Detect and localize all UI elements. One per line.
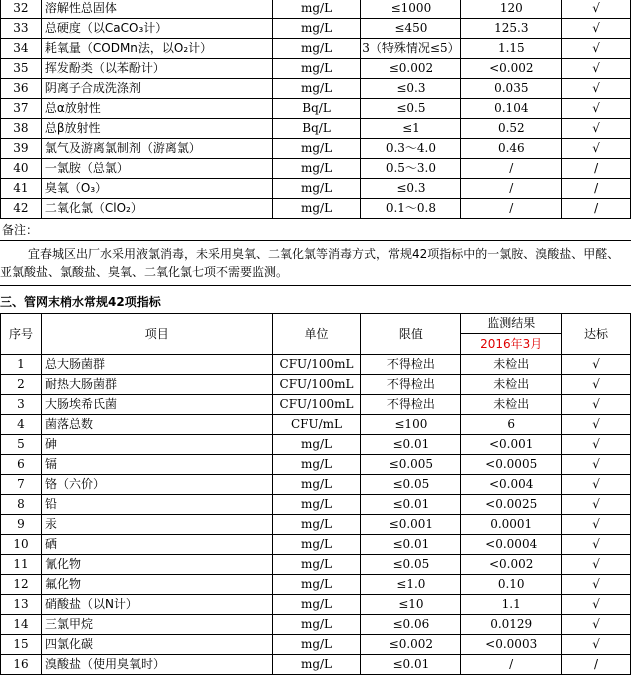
row-limit: 0.1～0.8: [361, 199, 461, 219]
row-number: 15: [1, 635, 42, 655]
row-number: 39: [1, 139, 42, 159]
row-item: 镉: [41, 455, 272, 475]
row-limit: 不得检出: [361, 355, 461, 375]
lower-table-body: [1, 355, 631, 675]
notes-block: [0, 220, 631, 286]
row-item: 总β放射性: [41, 119, 272, 139]
row-compliance: √: [562, 375, 631, 395]
row-compliance: √: [562, 515, 631, 535]
row-unit: mg/L: [272, 19, 361, 39]
row-result: 0.46: [461, 139, 562, 159]
header-result: 监测结果: [461, 314, 561, 334]
row-unit: mg/L: [272, 179, 361, 199]
row-number: 7: [1, 475, 42, 495]
header-unit: 单位: [272, 314, 361, 355]
row-result: <0.0003: [461, 635, 562, 655]
row-item: 二氧化氯（ClO₂）: [41, 199, 272, 219]
row-limit: ≤0.002: [361, 635, 461, 655]
row-compliance: √: [562, 435, 631, 455]
table-row: [1, 515, 631, 535]
row-number: 10: [1, 535, 42, 555]
row-result: 1.15: [461, 39, 562, 59]
row-item: 耗氧量（CODMn法，以O₂计）: [41, 39, 272, 59]
row-number: 14: [1, 615, 42, 635]
table-row: [1, 179, 631, 199]
row-compliance: √: [562, 19, 631, 39]
table-row: [1, 495, 631, 515]
row-result: 125.3: [461, 19, 562, 39]
row-result: 0.10: [461, 575, 562, 595]
row-item: 铅: [41, 495, 272, 515]
row-unit: mg/L: [272, 39, 361, 59]
table-row: [1, 635, 631, 655]
row-item: 一氯胺（总氯）: [41, 159, 272, 179]
row-number: 13: [1, 595, 42, 615]
notes-label: 备注：: [0, 220, 631, 241]
row-item: 菌落总数: [41, 415, 272, 435]
row-item: 大肠埃希氏菌: [41, 395, 272, 415]
row-number: 12: [1, 575, 42, 595]
row-compliance: √: [562, 119, 631, 139]
row-limit: 3（特殊情况≤5）: [361, 39, 461, 59]
row-result: 120: [461, 0, 562, 19]
row-compliance: √: [562, 99, 631, 119]
table-row: [1, 595, 631, 615]
row-unit: mg/L: [272, 615, 361, 635]
table-row: [1, 375, 631, 395]
row-compliance: √: [562, 79, 631, 99]
table-row: [1, 575, 631, 595]
table-row: [1, 199, 631, 219]
row-item: 砷: [41, 435, 272, 455]
table-row: [1, 415, 631, 435]
row-number: 34: [1, 39, 42, 59]
header-ok: 达标: [562, 314, 631, 355]
row-number: 9: [1, 515, 42, 535]
row-result: 0.104: [461, 99, 562, 119]
row-unit: CFU/mL: [272, 415, 361, 435]
row-limit: ≤0.01: [361, 495, 461, 515]
row-limit: ≤1: [361, 119, 461, 139]
row-unit: CFU/100mL: [272, 355, 361, 375]
row-number: 32: [1, 0, 42, 19]
row-item: 氯气及游离氯制剂（游离氯）: [41, 139, 272, 159]
row-limit: ≤1.0: [361, 575, 461, 595]
row-item: 铬（六价）: [41, 475, 272, 495]
row-unit: mg/L: [272, 0, 361, 19]
row-compliance: √: [562, 39, 631, 59]
row-compliance: √: [562, 615, 631, 635]
row-compliance: √: [562, 415, 631, 435]
row-limit: ≤0.01: [361, 435, 461, 455]
row-unit: mg/L: [272, 495, 361, 515]
row-item: 挥发酚类（以苯酚计）: [41, 59, 272, 79]
row-compliance: /: [562, 159, 631, 179]
row-unit: mg/L: [272, 635, 361, 655]
table-row: [1, 159, 631, 179]
row-result: <0.002: [461, 59, 562, 79]
table-row: [1, 119, 631, 139]
row-unit: mg/L: [272, 455, 361, 475]
row-result: <0.0025: [461, 495, 562, 515]
row-number: 33: [1, 19, 42, 39]
row-number: 2: [1, 375, 42, 395]
row-compliance: √: [562, 495, 631, 515]
row-result: /: [461, 159, 562, 179]
row-unit: CFU/100mL: [272, 395, 361, 415]
row-result: 0.035: [461, 79, 562, 99]
row-limit: ≤0.3: [361, 179, 461, 199]
row-item: 总硬度（以CaCO₃计）: [41, 19, 272, 39]
row-unit: mg/L: [272, 515, 361, 535]
table-row: [1, 655, 631, 675]
table-row: [1, 615, 631, 635]
row-item: 氰化物: [41, 555, 272, 575]
row-item: 溴酸盐（使用臭氧时）: [41, 655, 272, 675]
row-limit: ≤450: [361, 19, 461, 39]
table-row: [1, 475, 631, 495]
header-result-date: 2016年3月: [480, 337, 543, 351]
row-result: 0.52: [461, 119, 562, 139]
row-limit: 0.3～4.0: [361, 139, 461, 159]
row-unit: mg/L: [272, 575, 361, 595]
row-number: 1: [1, 355, 42, 375]
row-compliance: √: [562, 355, 631, 375]
row-item: 阴离子合成洗涤剂: [41, 79, 272, 99]
row-number: 38: [1, 119, 42, 139]
header-item: 项目: [41, 314, 272, 355]
upper-table-body: [1, 0, 631, 219]
row-compliance: /: [562, 179, 631, 199]
row-item: 硝酸盐（以N计）: [41, 595, 272, 615]
row-result: /: [461, 199, 562, 219]
row-number: 16: [1, 655, 42, 675]
row-compliance: √: [562, 475, 631, 495]
row-result: 0.0129: [461, 615, 562, 635]
row-compliance: √: [562, 555, 631, 575]
table-row: [1, 139, 631, 159]
header-result-cell: [461, 314, 562, 355]
row-result: <0.004: [461, 475, 562, 495]
row-unit: mg/L: [272, 79, 361, 99]
lower-table: [0, 313, 631, 675]
table-row: [1, 59, 631, 79]
row-compliance: /: [562, 655, 631, 675]
row-limit: ≤0.05: [361, 475, 461, 495]
row-compliance: √: [562, 59, 631, 79]
row-result: 0.0001: [461, 515, 562, 535]
row-limit: ≤0.3: [361, 79, 461, 99]
row-number: 35: [1, 59, 42, 79]
row-result: /: [461, 655, 562, 675]
row-compliance: √: [562, 575, 631, 595]
table-row: [1, 39, 631, 59]
row-compliance: √: [562, 0, 631, 19]
row-limit: 不得检出: [361, 395, 461, 415]
row-unit: Bq/L: [272, 99, 361, 119]
row-number: 4: [1, 415, 42, 435]
row-number: 6: [1, 455, 42, 475]
header-no: 序号: [1, 314, 42, 355]
row-limit: ≤0.001: [361, 515, 461, 535]
row-result: 未检出: [461, 375, 562, 395]
row-unit: mg/L: [272, 655, 361, 675]
table-row: [1, 99, 631, 119]
row-limit: ≤1000: [361, 0, 461, 19]
row-result: /: [461, 179, 562, 199]
row-limit: ≤100: [361, 415, 461, 435]
row-unit: Bq/L: [272, 119, 361, 139]
row-item: 汞: [41, 515, 272, 535]
table-row: [1, 0, 631, 19]
row-limit: ≤0.005: [361, 455, 461, 475]
row-item: 溶解性总固体: [41, 0, 272, 19]
row-result: <0.002: [461, 555, 562, 575]
row-result: 未检出: [461, 395, 562, 415]
row-limit: 0.5～3.0: [361, 159, 461, 179]
row-result: 6: [461, 415, 562, 435]
row-compliance: /: [562, 199, 631, 219]
row-unit: mg/L: [272, 59, 361, 79]
row-unit: mg/L: [272, 139, 361, 159]
row-item: 三氯甲烷: [41, 615, 272, 635]
row-limit: 不得检出: [361, 375, 461, 395]
row-unit: mg/L: [272, 199, 361, 219]
row-result: 1.1: [461, 595, 562, 615]
row-compliance: √: [562, 635, 631, 655]
row-item: 硒: [41, 535, 272, 555]
row-number: 42: [1, 199, 42, 219]
row-item: 总大肠菌群: [41, 355, 272, 375]
row-item: 总α放射性: [41, 99, 272, 119]
row-compliance: √: [562, 455, 631, 475]
row-compliance: √: [562, 395, 631, 415]
row-limit: ≤0.5: [361, 99, 461, 119]
row-unit: mg/L: [272, 555, 361, 575]
table-row: [1, 355, 631, 375]
table-row: [1, 19, 631, 39]
row-limit: ≤0.06: [361, 615, 461, 635]
row-result: <0.001: [461, 435, 562, 455]
row-number: 41: [1, 179, 42, 199]
row-unit: mg/L: [272, 475, 361, 495]
row-item: 四氯化碳: [41, 635, 272, 655]
row-unit: mg/L: [272, 159, 361, 179]
row-number: 11: [1, 555, 42, 575]
row-item: 臭氧（O₃）: [41, 179, 272, 199]
row-item: 耐热大肠菌群: [41, 375, 272, 395]
table-row: [1, 79, 631, 99]
table-row: [1, 395, 631, 415]
row-unit: mg/L: [272, 595, 361, 615]
row-number: 36: [1, 79, 42, 99]
row-unit: mg/L: [272, 535, 361, 555]
table-row: [1, 435, 631, 455]
row-number: 8: [1, 495, 42, 515]
row-compliance: √: [562, 139, 631, 159]
row-number: 40: [1, 159, 42, 179]
row-unit: CFU/100mL: [272, 375, 361, 395]
row-unit: mg/L: [272, 435, 361, 455]
header-limit: 限值: [361, 314, 461, 355]
row-item: 氟化物: [41, 575, 272, 595]
row-number: 37: [1, 99, 42, 119]
section-title: 三、管网末梢水常规42项指标: [0, 295, 161, 309]
row-limit: ≤0.01: [361, 655, 461, 675]
row-limit: ≤0.002: [361, 59, 461, 79]
row-result: <0.0005: [461, 455, 562, 475]
row-limit: ≤0.05: [361, 555, 461, 575]
row-number: 5: [1, 435, 42, 455]
notes-text: 宜春城区出厂水采用液氯消毒，未采用臭氧、二氧化氯等消毒方式，常规42项指标中的一氯胺、溴酸盐、甲醛、亚氯酸盐、氯酸盐、臭氧、二氧化氯七项不需要监测。: [0, 241, 631, 286]
row-result: 未检出: [461, 355, 562, 375]
upper-table: [0, 0, 631, 219]
row-limit: ≤0.01: [361, 535, 461, 555]
table-row: [1, 555, 631, 575]
row-result: <0.0004: [461, 535, 562, 555]
table-row: [1, 535, 631, 555]
row-limit: ≤10: [361, 595, 461, 615]
row-compliance: √: [562, 535, 631, 555]
row-compliance: √: [562, 595, 631, 615]
row-number: 3: [1, 395, 42, 415]
table-row: [1, 455, 631, 475]
